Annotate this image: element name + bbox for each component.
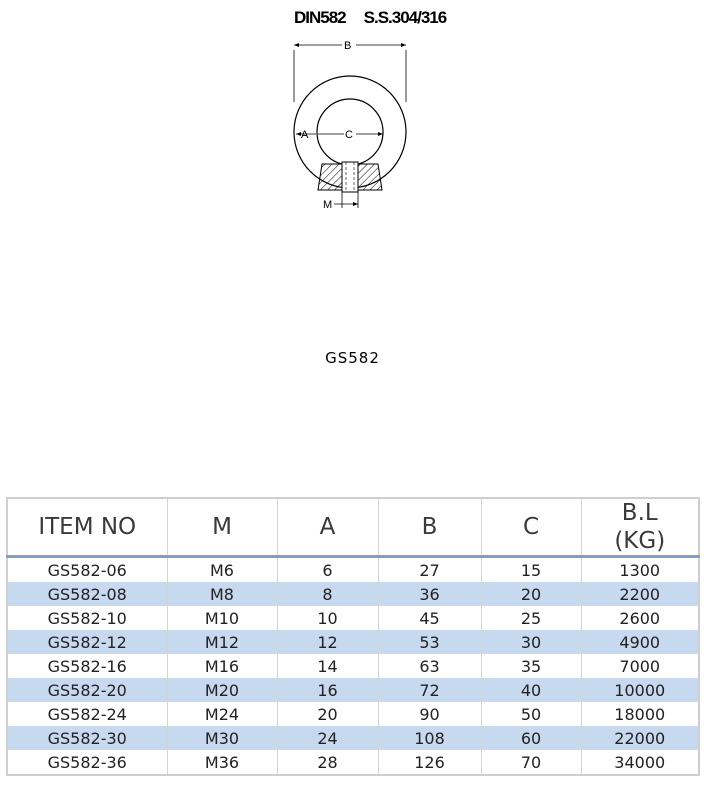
dim-a-label: A (301, 129, 309, 141)
cell-a: 28 (277, 750, 378, 775)
drawing-title (294, 8, 446, 28)
cell-item-no: GS582-06 (7, 557, 167, 583)
dim-c-label: C (345, 129, 353, 141)
cell-b: 53 (378, 630, 481, 654)
cell-b: 63 (378, 654, 481, 678)
table-row (7, 654, 699, 678)
cell-item-no: GS582-20 (7, 678, 167, 702)
cell-item-no: GS582-08 (7, 582, 167, 606)
header-bl-label: B.L (621, 500, 658, 526)
cell-bl: 4900 (581, 630, 699, 654)
header-item-no: ITEM NO (7, 498, 167, 557)
table-body (7, 557, 699, 776)
cell-b: 45 (378, 606, 481, 630)
header-a: A (277, 498, 378, 557)
table-row (7, 582, 699, 606)
cell-a: 16 (277, 678, 378, 702)
cell-m: M36 (167, 750, 277, 775)
cell-m: M30 (167, 726, 277, 750)
cell-c: 70 (481, 750, 581, 775)
cell-bl: 1300 (619, 560, 661, 580)
cell-bl: 18000 (614, 704, 666, 724)
table-row (7, 557, 699, 583)
cell-c: 50 (481, 702, 581, 726)
cell-a: 12 (277, 630, 378, 654)
cell-item-no: GS582-24 (7, 702, 167, 726)
cell-bl: 34000 (614, 752, 666, 772)
table-row (7, 606, 699, 630)
material-label: S.S.304/316 (363, 8, 447, 27)
cell-item-no: GS582-16 (7, 654, 167, 678)
header-row (7, 498, 699, 557)
table-row (7, 726, 699, 750)
cell-m: M10 (167, 606, 277, 630)
cell-b: 27 (378, 557, 481, 583)
model-code: GS582 (325, 349, 380, 367)
cell-bl: 2200 (581, 582, 699, 606)
standard-label: DIN582 (294, 8, 346, 27)
header-m: M (167, 498, 277, 557)
cell-c: 35 (481, 654, 581, 678)
cell-b: 90 (378, 702, 481, 726)
cell-b: 108 (378, 726, 481, 750)
dim-b-label: B (344, 40, 352, 52)
cell-m: M20 (167, 678, 277, 702)
cell-bl: 10000 (581, 678, 699, 702)
cell-b: 36 (378, 582, 481, 606)
cell-c: 25 (481, 606, 581, 630)
cell-m: M6 (167, 557, 277, 583)
cell-m: M16 (167, 654, 277, 678)
cell-a: 24 (277, 726, 378, 750)
cell-m: M8 (167, 582, 277, 606)
cell-m: M12 (167, 630, 277, 654)
cell-a: 10 (277, 606, 378, 630)
table-row (7, 702, 699, 726)
cell-a: 8 (277, 582, 378, 606)
cell-c: 15 (481, 557, 581, 583)
cell-bl: 7000 (619, 656, 661, 676)
cell-a: 6 (277, 557, 378, 583)
cell-item-no: GS582-30 (7, 726, 167, 750)
cell-bl: 22000 (581, 726, 699, 750)
header-bl (581, 498, 699, 557)
header-c: C (481, 498, 581, 557)
cell-item-no: GS582-10 (7, 606, 167, 630)
table-row (7, 630, 699, 654)
cell-b: 126 (378, 750, 481, 775)
cell-c: 60 (481, 726, 581, 750)
table-row (7, 750, 699, 775)
spec-table (6, 497, 700, 776)
cell-bl: 2600 (619, 608, 661, 628)
cell-a: 20 (277, 702, 378, 726)
cell-item-no: GS582-12 (7, 630, 167, 654)
table-row (7, 678, 699, 702)
cell-a: 14 (277, 654, 378, 678)
cell-c: 40 (481, 678, 581, 702)
header-bl-unit: (KG) (614, 528, 666, 554)
cell-c: 30 (481, 630, 581, 654)
cell-item-no: GS582-36 (7, 750, 167, 775)
eye-nut-drawing (280, 32, 420, 212)
header-b: B (378, 498, 481, 557)
cell-b: 72 (378, 678, 481, 702)
dim-m-label: M (323, 199, 333, 211)
cell-c: 20 (481, 582, 581, 606)
cell-m: M24 (167, 702, 277, 726)
